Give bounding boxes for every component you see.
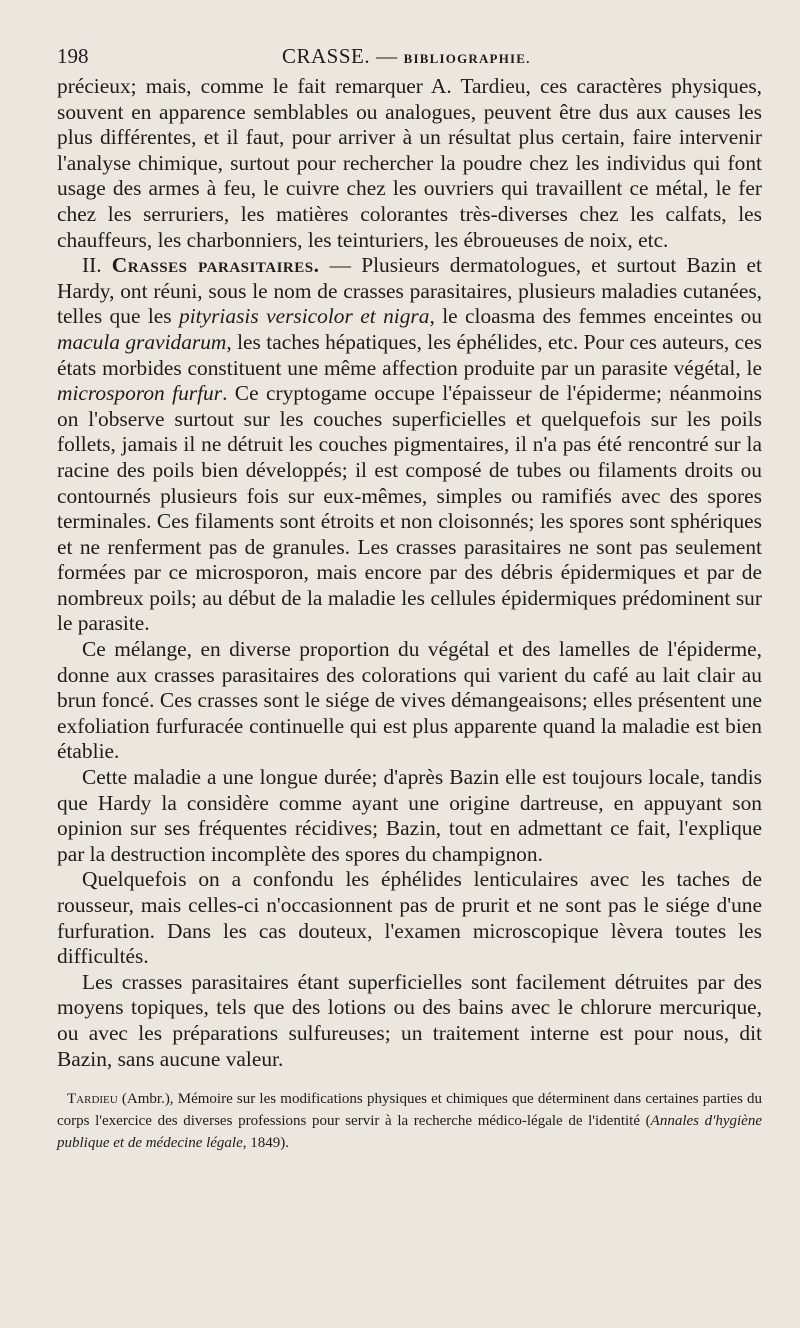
paragraph-2-text-b: , le cloasma des femmes enceintes ou: [429, 304, 762, 329]
chapter-title: CRASSE.: [282, 44, 371, 68]
paragraph-2-text-a: Plusieurs dermatologues, et surtout Bazin et Hardy, ont réuni, sous le nom de crasses parasitaires, plusieurs maladies cutanées, telles que les: [57, 253, 762, 329]
bibliography-footnote: [57, 1088, 762, 1154]
term-pityriasis: pityriasis versicolor et nigra: [179, 304, 430, 329]
section-title: Crasses parasitaires.: [111, 253, 320, 278]
section-dash: —: [319, 253, 362, 278]
running-title: [282, 38, 531, 77]
running-header: [57, 38, 762, 74]
section-number: II.: [82, 253, 102, 278]
body-text: [57, 74, 762, 1072]
footnote-journal: Annales d'hygiène publique et de médecine légale: [57, 1113, 762, 1152]
footnote-initials: (Ambr.),: [117, 1091, 178, 1108]
paragraph-2-text-d: . Ce cryptogame occupe l'épaisseur de l'épiderme; néanmoins on l'observe surtout sur les couches superficielles et quelquefois sur les poils follets, jamais il ne détruit les couches pigmentaires, il n'a pas été rencontré sur la racine des poils bien développés; il est composé de tubes ou filaments droits ou contournés plusieurs fois sur eux-mêmes, simples ou ramifiés avec des spores terminales. Ces filaments sont étroits et non cloisonnés; les spores sont sphériques et ne renferment pas de granules. Les crasses parasitaires ne sont pas seulement formées par ce microsporon, mais encore par des débris épidermiques et par de nombreux poils; au début de la maladie les cellules épidermiques prédominent sur le parasite.: [57, 381, 762, 636]
paragraph-3: Ce mélange, en diverse proportion du végétal et des lamelles de l'épiderme, donne aux crasses parasitaires des colorations qui varient du café au lait clair au brun foncé. Ces crasses sont le siége de vives démangeaisons; elles présentent une exfoliation furfuracée continuelle qui est plus apparente quand la maladie est bien établie.: [57, 637, 762, 764]
paragraph-1: précieux; mais, comme le fait remarquer A. Tardieu, ces caractères physiques, souvent en apparence semblables ou analogues, peuvent être dus aux causes les plus différentes, et il faut, pour arriver à un résultat plus certain, faire intervenir l'analyse chimique, surtout pour rechercher la poudre chez les individus qui font usage des armes à feu, le cuivre chez les ouvriers qui travaillent ce métal, le fer chez les serruriers, les matières colorantes très-diverses chez les calfats, les chauffeurs, les charbonniers, les teinturiers, les ébroueuses de noix, etc.: [57, 74, 762, 252]
footnote-text: Mémoire sur les modifications physiques et chimiques que déterminent dans certaines parties du corps l'exercice des diverses professions pour servir à la recherche médico-légale de l'identité (: [57, 1091, 762, 1130]
footnote-author: Tardieu: [67, 1091, 118, 1108]
paragraph-6: Les crasses parasitaires étant superficielles sont facilement détruites par des moyens topiques, tels que des lotions ou des bains avec le chlorure mercurique, ou avec les préparations sulfureuses; un traitement interne est pour nous, dit Bazin, sans aucune valeur.: [57, 969, 762, 1071]
term-macula: macula gravidarum: [57, 329, 227, 354]
page-number: 198: [57, 44, 89, 68]
paragraph-4: Cette maladie a une longue durée; d'après Bazin elle est toujours locale, tandis que Hardy la considère comme ayant une origine dartreuse, en appuyant son opinion sur ses fréquentes récidives; Bazin, tout en admettant ce fait, l'explique par la destruction incomplète des spores du champignon.: [57, 765, 762, 866]
footnote-year: , 1849).: [242, 1135, 290, 1152]
title-separator: —: [376, 44, 398, 68]
paragraph-2: [57, 253, 762, 637]
section-subtitle: BIBLIOGRAPHIE.: [403, 51, 531, 66]
term-microsporon: microsporon furfur: [57, 381, 223, 406]
paragraph-5: Quelquefois on a confondu les éphélides lenticulaires avec les taches de rousseur, mais celles-ci n'occasionnent pas de prurit et ne sont pas le siége d'une furfuration. Dans les cas douteux, l'examen microscopique lèvera toutes les difficultés.: [57, 867, 762, 969]
paragraph-2-text-c: , les taches hépatiques, les éphélides, etc. Pour ces auteurs, ces états morbides constituent une même affection produite par un parasite végétal, le: [57, 329, 762, 380]
